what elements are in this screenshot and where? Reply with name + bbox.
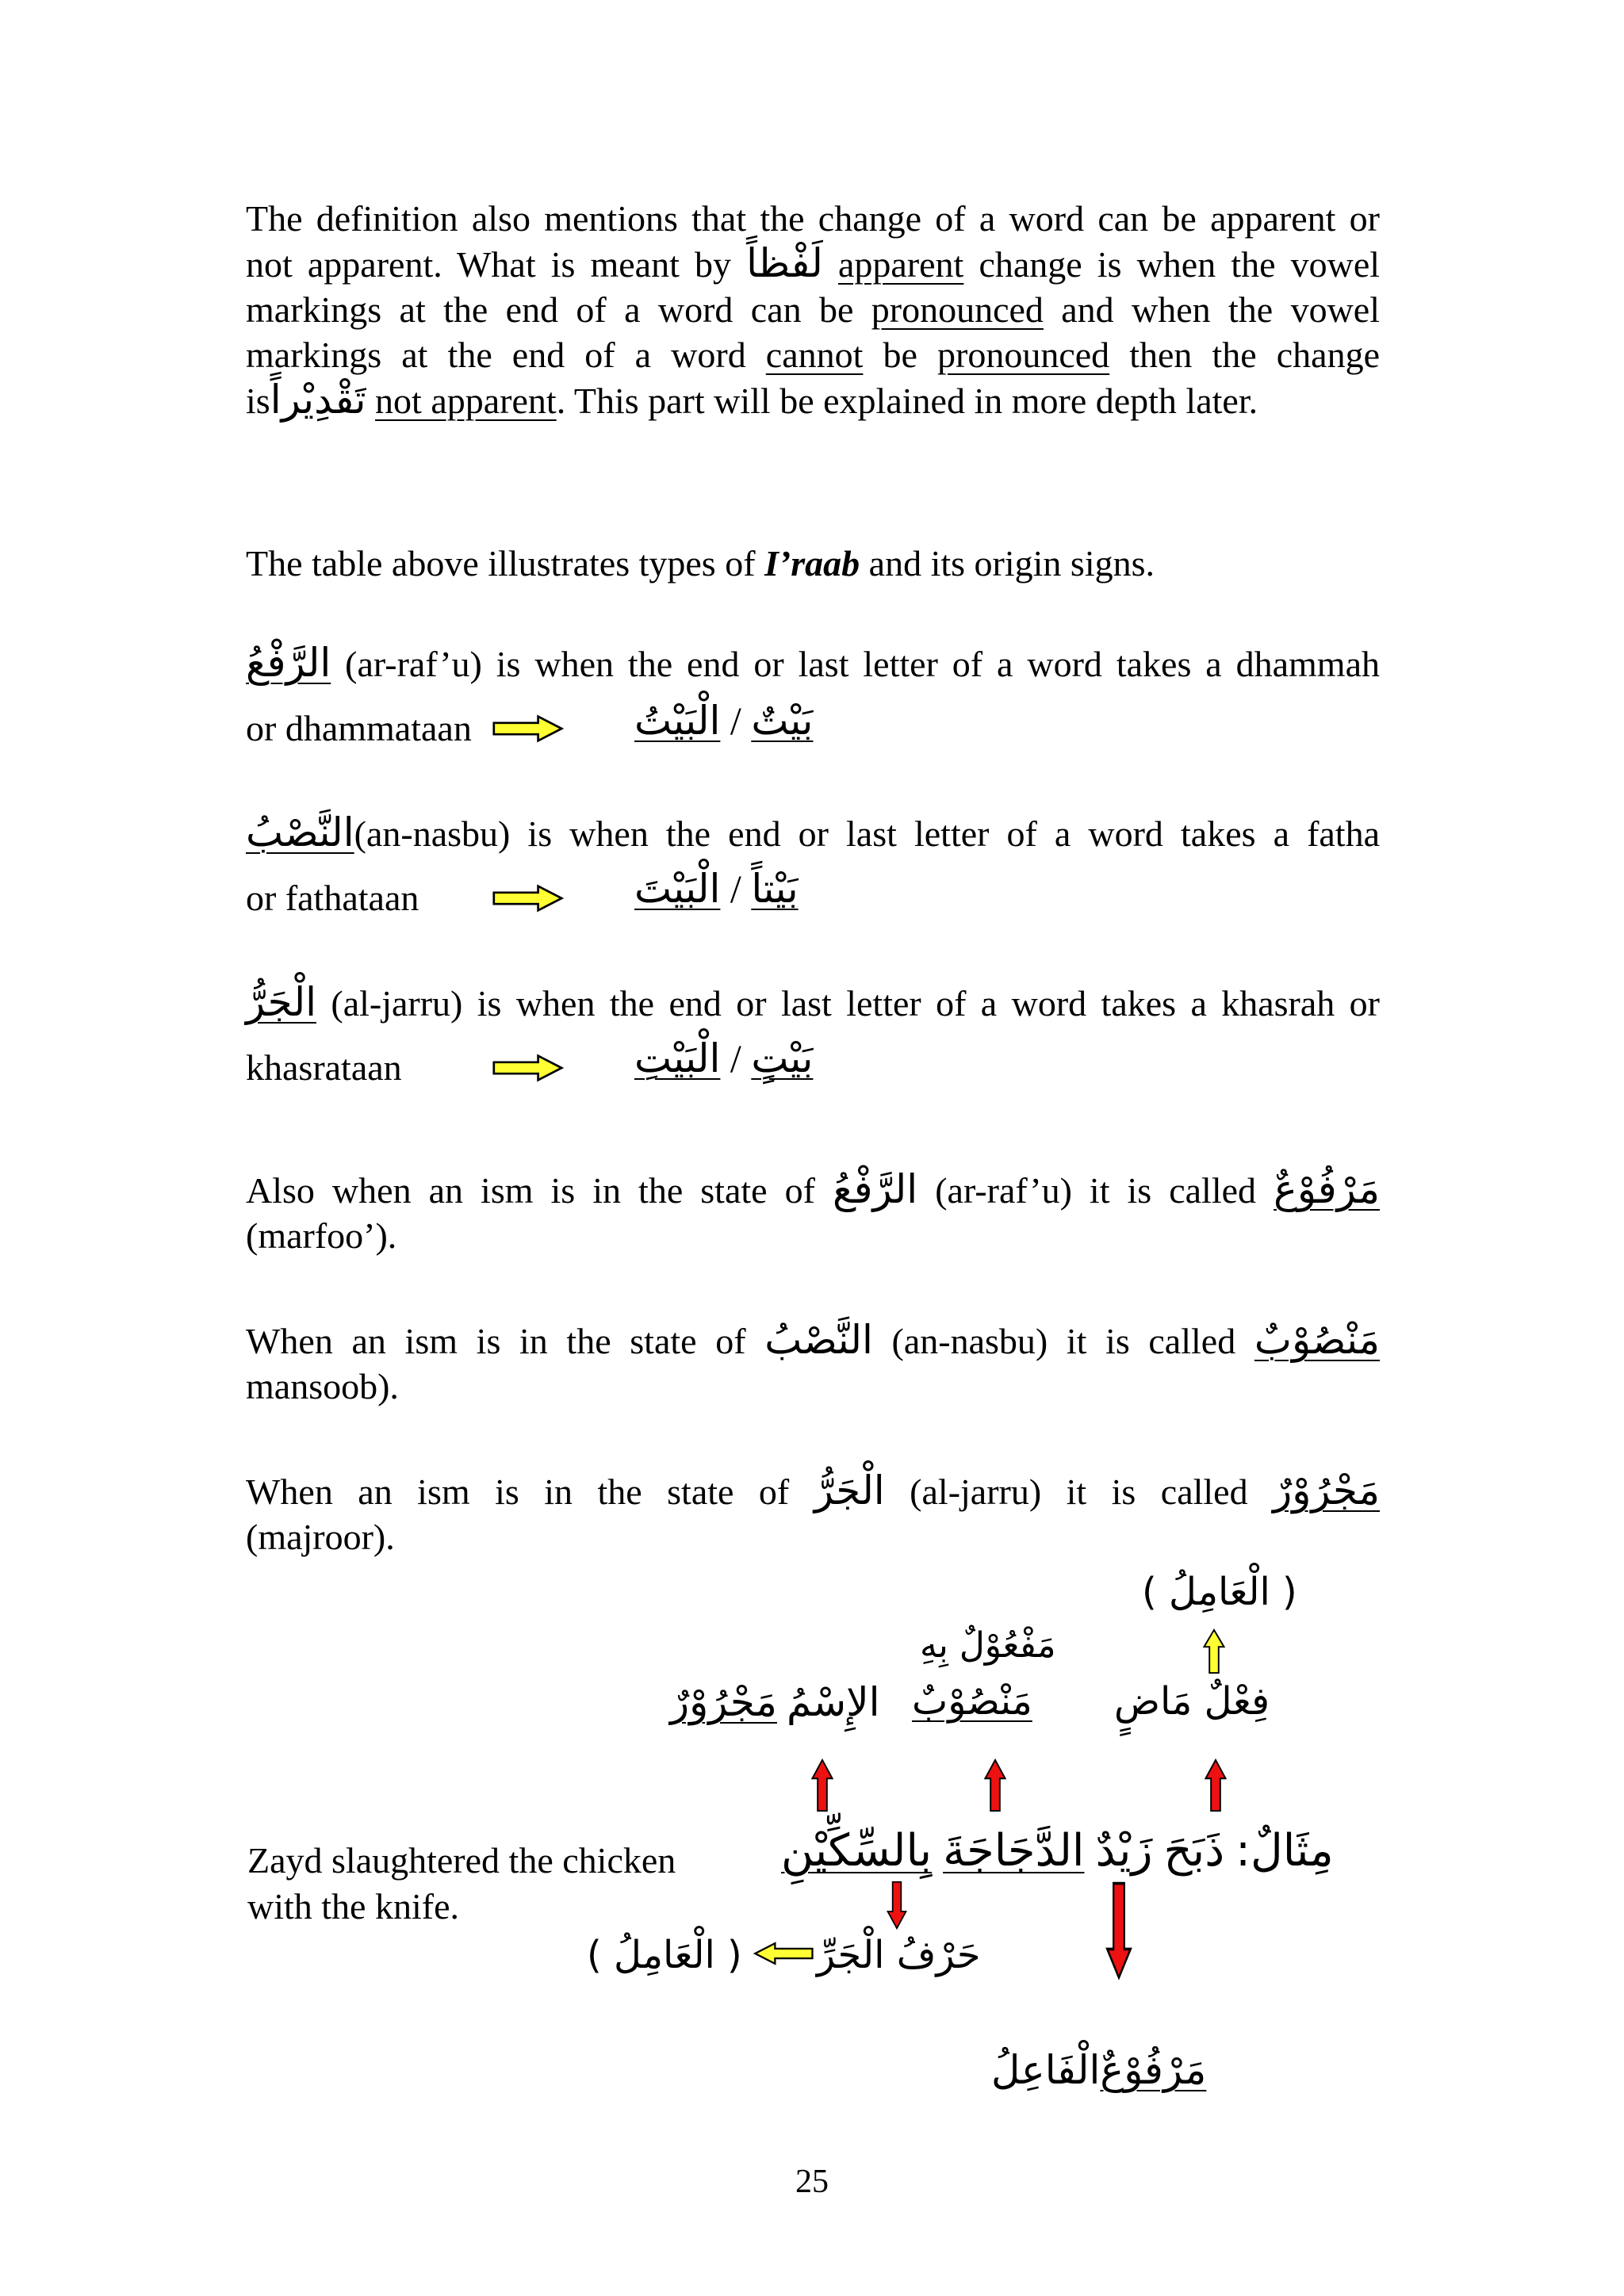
rafu-line-1 — [246, 641, 1380, 687]
text-fragment: not apparent. What is meant by — [246, 244, 731, 285]
definition-line-1: The definition also mentions that the change of a word can be apparent or — [246, 198, 1380, 239]
definition-line-2 — [246, 241, 1380, 287]
label-fil-madi: فِعْلٌ مَاضٍ — [1114, 1679, 1270, 1724]
text-fragment: (an-nasbu) is when the end or last letter of a word takes a fatha — [354, 813, 1380, 854]
text-fragment: is — [246, 381, 270, 421]
label-mansoob: مَنْصُوْبٌ — [912, 1679, 1032, 1724]
jarr-definition — [246, 980, 1380, 1026]
page-number: 25 — [795, 2164, 829, 2200]
state-mansoob-line-1 — [246, 1318, 1380, 1364]
arabic-majroor: مَجْرُوْرٌ — [1273, 1468, 1381, 1513]
slash: / — [730, 867, 741, 911]
underlined-cannot: cannot — [765, 335, 864, 375]
right-arrow-icon — [490, 714, 566, 743]
arabic-marfoo: مَرْفُوْعٌ — [1274, 1166, 1381, 1212]
jarr-examples — [634, 1035, 813, 1081]
up-arrow-icon — [1202, 1628, 1226, 1674]
state-majroor-paragraph — [246, 1468, 1380, 1559]
text-fragment: markings at the end of a word — [246, 335, 746, 375]
left-arrow-icon — [753, 1941, 814, 1966]
translation — [247, 1838, 676, 1930]
term-iraab: I’raab — [764, 543, 860, 584]
up-arrow-icon — [810, 1758, 834, 1812]
up-arrow-icon — [1204, 1758, 1228, 1812]
state-mansoob-paragraph — [246, 1318, 1380, 1409]
word-dajajata: الدَّجَاجَةَ — [943, 1825, 1085, 1877]
state-marfoo-paragraph — [246, 1167, 1380, 1258]
jarr-line-1 — [246, 980, 1380, 1026]
example-al-bayt: الْبَيْتُ — [634, 698, 721, 744]
text-fragment: (al-jarru) is when the end or last letter of a word takes a khasrah or — [331, 983, 1381, 1024]
label-marfoo: مَرْفُوْعٌ — [1100, 2047, 1207, 2093]
state-mansoob-line-2: mansoob). — [246, 1366, 399, 1406]
down-arrow-icon — [885, 1881, 909, 1930]
state-marfoo-line-2: (marfoo’). — [246, 1215, 397, 1256]
text-fragment: (an-nasbu) it is called — [891, 1321, 1236, 1361]
arabic-taqdeeran: تَقْدِيْراً — [270, 377, 366, 423]
translation-line-1: Zayd slaughtered the chicken — [247, 1840, 676, 1881]
definition-line-4 — [246, 332, 1380, 377]
label-harf-jarr: حَرْفُ الْجَرِّ — [817, 1933, 981, 1977]
word-dhabaha: ذَبَحَ — [1163, 1825, 1225, 1877]
label-mithal: مِثَالٌ: — [1235, 1825, 1334, 1877]
rafu-line-2: or dhammataan — [246, 708, 472, 748]
right-arrow-icon — [490, 884, 566, 913]
example-baytin: بَيْتٍ — [751, 1035, 814, 1081]
state-majroor-line-1 — [246, 1468, 1380, 1514]
slash: / — [730, 698, 741, 743]
label-amil-top: ( الْعَامِلُ ) — [1142, 1570, 1297, 1614]
label-ism: الإِسْمُ — [786, 1679, 880, 1725]
example-al-bayta: الْبَيْتَ — [634, 866, 721, 912]
arabic-rafu: الرَّفْعُ — [246, 640, 331, 686]
underlined-not-apparent: not apparent — [375, 381, 557, 421]
underlined-apparent: apparent — [837, 244, 964, 285]
underlined-pronounced-2: pronounced — [937, 335, 1110, 375]
definition-line-3 — [246, 287, 1380, 332]
nasb-examples — [634, 866, 799, 912]
arabic-mansoob: مَنْصُوْبٌ — [1254, 1317, 1381, 1363]
arabic-jarr: الْجَرُّ — [246, 979, 316, 1025]
arabic-nasb: النَّصْبُ — [764, 1317, 873, 1363]
text-fragment: then the change — [1129, 335, 1381, 375]
state-marfoo-line-1 — [246, 1167, 1380, 1213]
label-amil-bottom: ( الْعَامِلُ ) — [587, 1933, 742, 1977]
example-baytan: بَيْتاً — [751, 866, 799, 912]
text-fragment: . This part will be explained in more depth later. — [556, 381, 1258, 421]
definition-line-5 — [246, 377, 1380, 423]
text-fragment: Also when an ism is in the state of — [246, 1170, 815, 1211]
text-fragment: (ar-raf’u) it is called — [935, 1170, 1257, 1211]
text-fragment: (ar-raf’u) is when the end or last letter of a word takes a dhammah — [345, 644, 1381, 684]
text-fragment: When an ism is in the state of — [246, 1321, 746, 1361]
rafu-definition — [246, 641, 1380, 687]
up-arrow-icon — [983, 1758, 1007, 1812]
label-fail-marfoo — [991, 2047, 1206, 2093]
down-arrow-icon — [1105, 1881, 1132, 1980]
arabic-lafzan: لَفْظاً — [746, 240, 823, 286]
text-fragment: change is when the vowel — [979, 244, 1381, 285]
text-fragment: and when the vowel — [1061, 289, 1381, 330]
slash: / — [730, 1036, 741, 1081]
nasb-line-1 — [246, 810, 1380, 856]
state-majroor-line-2: (majroor). — [246, 1517, 395, 1557]
rafu-examples — [634, 698, 813, 744]
arabic-rafu: الرَّفْعُ — [832, 1166, 918, 1212]
label-mafool-bihi: مَفْعُوْلٌ بِهِ — [920, 1625, 1056, 1666]
label-fail: الْفَاعِلُ — [991, 2047, 1101, 2093]
jarr-line-2: khasrataan — [246, 1047, 402, 1088]
right-arrow-icon — [490, 1054, 566, 1082]
nasb-definition — [246, 810, 1380, 856]
arabic-jarr: الْجَرُّ — [814, 1468, 885, 1513]
iraab-intro — [246, 542, 1155, 584]
label-majroor: مَجْرُوْرٌ — [670, 1679, 777, 1725]
example-al-bayti: الْبَيْتِ — [634, 1035, 721, 1081]
text-fragment: markings at the end of a word can be — [246, 289, 854, 330]
translation-line-2: with the knife. — [247, 1886, 459, 1927]
example-bayt: بَيْتٌ — [751, 698, 814, 744]
example-sentence — [781, 1825, 1384, 1877]
text-fragment: and its origin signs. — [868, 543, 1155, 584]
label-ism-majroor — [670, 1679, 880, 1725]
definition-paragraph — [246, 196, 1380, 423]
word-bissikkeen: بِالسِّكِّيْنِ — [781, 1825, 933, 1877]
text-fragment: (al-jarru) it is called — [910, 1471, 1248, 1512]
nasb-line-2: or fathataan — [246, 878, 419, 918]
word-zaydun: زَيْدٌ — [1095, 1825, 1153, 1877]
underlined-pronounced: pronounced — [871, 289, 1044, 330]
text-fragment: The table above illustrates types of — [246, 543, 756, 584]
arabic-nasb: النَّصْبُ — [246, 809, 354, 855]
text-fragment: be — [883, 335, 917, 375]
text-fragment: When an ism is in the state of — [246, 1471, 790, 1512]
